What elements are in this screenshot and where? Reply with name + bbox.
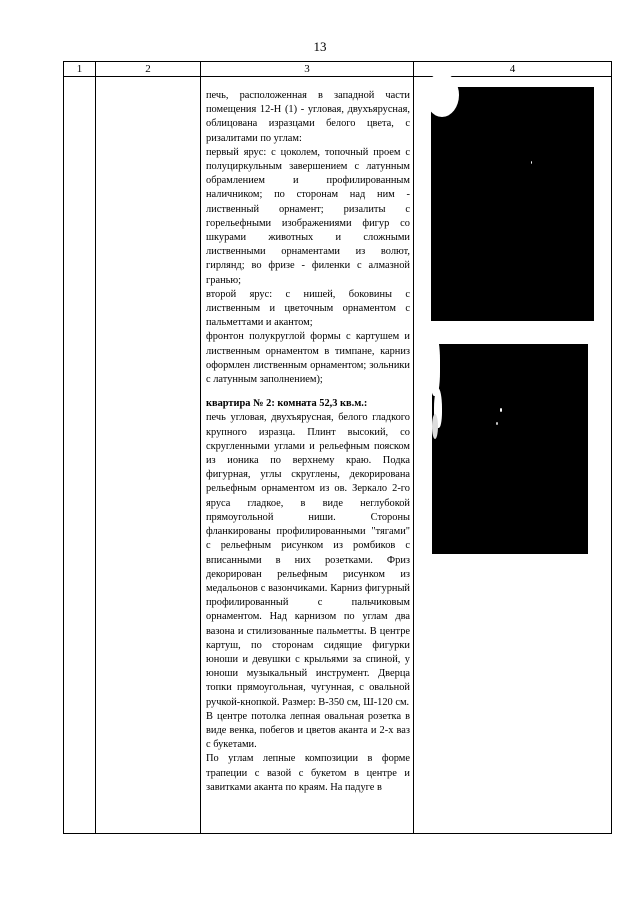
description-paragraph: печь, расположенная в западной части помещения 12-Н (1) - угловая, двухъярусная, облицована изразцами белого цвета, с ризалитами по углам: bbox=[206, 90, 410, 144]
table-header-row bbox=[64, 62, 612, 77]
description-paragraph: фронтон полукруглой формы с картушем и лиственным орнаментом в тимпане, карниз оформлен лиственным орнаментом; зольники с латунным заполнением); bbox=[206, 331, 410, 386]
section-paragraph: печь угловая, двухъярусная, белого гладкого крупного изразца. Плинт высокий, со скругленными углами и рельефным пояском из ионика по верхнему краю. Подка фигурная, углы скруглены, декорирована рельефным орнаментом из ов. Зеркало 2-го яруса гладкое, в виде неглубокой прямоугольной ниши. Стороны фланкированы профилированными "тягами" с рельефным рисунком из ромбиков с вписанными в них розетками. Фриз декорирован рельефным рисунком из медальонов с вазончиками. Карниз фигурный профилированный с пальчиковым орнаментом. Над карнизом по углам два вазона и стилизованные пальметты. В центре картуш, по сторонам сидящие фигурки юноши и девушки с крыльями за спиной, у юноши музыкальный инструмент. Дверца топки прямоугольная, чугунная, с овальной ручкой-кнопкой. Размер: В-350 см, Ш-120 см. bbox=[206, 412, 410, 708]
section-heading: квартира № 2: комната 52,3 кв.м.: bbox=[206, 398, 368, 410]
stove-photo-1 bbox=[431, 87, 594, 321]
cell-col-2 bbox=[96, 77, 201, 834]
header-col-4: 4 bbox=[414, 62, 612, 77]
section-paragraph: По углам лепные композиции в форме трапеции с вазой с букетом в центре и завитками аканта по краям. На падуге в bbox=[206, 753, 410, 793]
cell-col-1 bbox=[64, 77, 96, 834]
section-paragraph: В центре потолка лепная овальная розетка в виде венка, побегов и цветов аканта и 2-х ваз с букетами. bbox=[206, 710, 410, 751]
header-col-2: 2 bbox=[96, 62, 201, 77]
header-col-3: 3 bbox=[201, 62, 414, 77]
description-paragraph: первый ярус: с цоколем, топочный проем с полуциркульным завершением с латунным обрамлением и профилированным наличником; по сторонам над ним - лиственный орнамент; ризалиты с горельефными изображениями фигур со шкурами животных и сложными лиственными орнаментами из волют, гирлянд; во фризе - филенки с алмазной гранью; bbox=[206, 146, 410, 286]
header-col-1: 1 bbox=[64, 62, 96, 77]
description-paragraph: второй ярус: с нишей, боковины с лиственным и цветочным орнаментом с пальметтами и акантом; bbox=[206, 288, 410, 329]
page-number: 13 bbox=[313, 39, 327, 54]
cell-description bbox=[201, 77, 414, 834]
stove-photo-2 bbox=[432, 344, 588, 554]
